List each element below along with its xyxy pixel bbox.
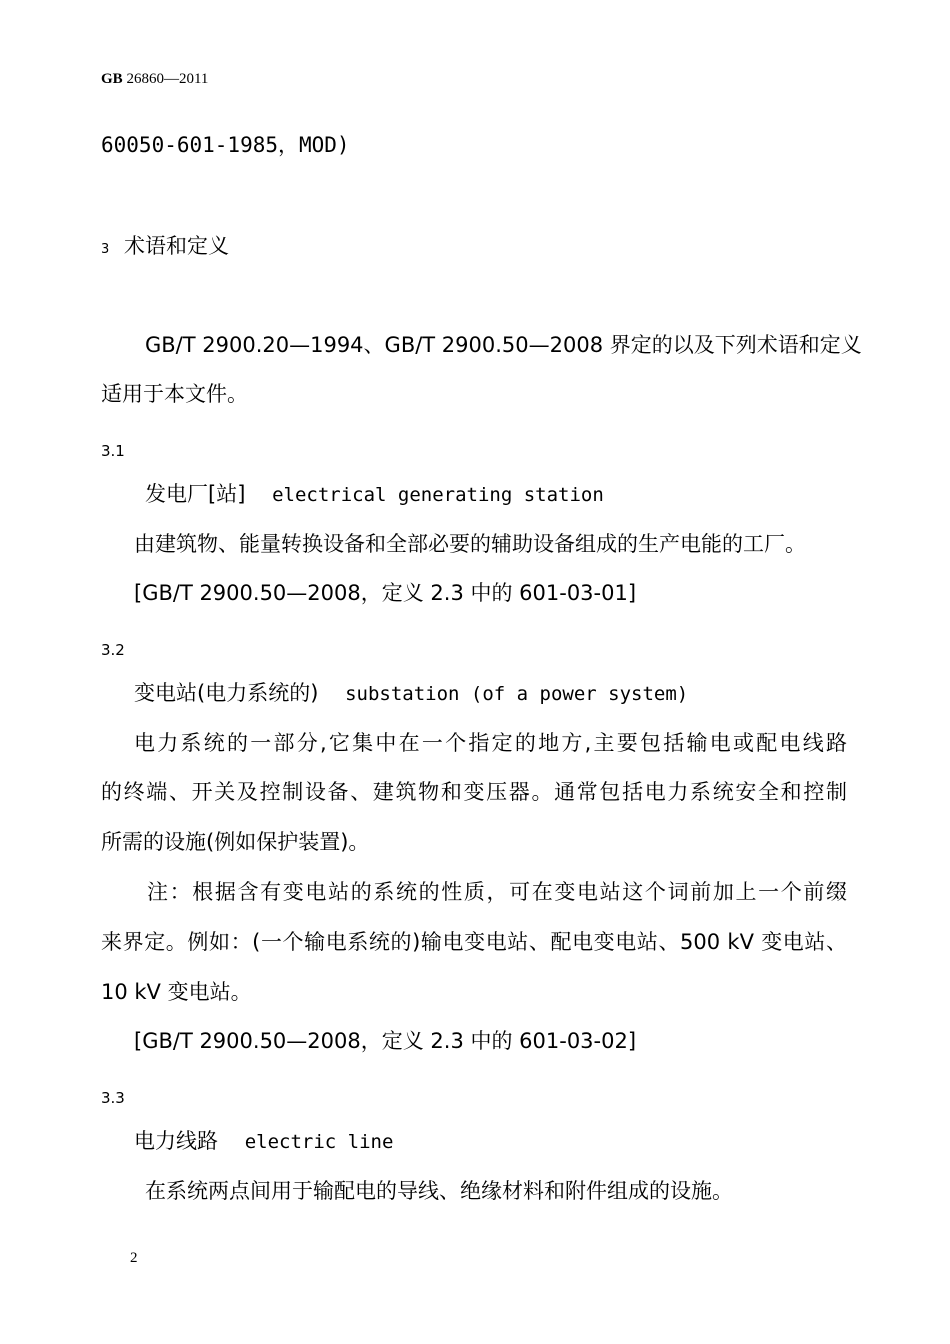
- term-3-3-definition: 在系统两点间用于输配电的导线、绝缘材料和附件组成的设施。: [145, 1179, 733, 1203]
- term-3-3-heading: [134, 1128, 393, 1155]
- section-title: 术语和定义: [123, 234, 229, 258]
- term-3-2-reference: [GB/T 2900.50—2008，定义 2.3 中的 601-03-02]: [134, 1029, 637, 1053]
- term-3-2-chinese: 变电站(电力系统的): [134, 681, 319, 705]
- page-number: 2: [130, 1250, 138, 1266]
- term-3-3-english: electric line: [244, 1131, 394, 1153]
- intro-paragraph-line-1: GB/T 2900.20—1994、GB/T 2900.50—2008 界定的以及下列术语和定义: [145, 333, 862, 357]
- term-3-1-heading: [145, 481, 604, 508]
- section-number: 3: [101, 242, 110, 257]
- term-3-1-reference: [GB/T 2900.50—2008，定义 2.3 中的 601-03-01]: [134, 581, 637, 605]
- standard-number: 26860—2011: [126, 71, 209, 87]
- intro-paragraph-line-2: 适用于本文件。: [101, 382, 248, 406]
- reference-tail: 60050-601-1985，MOD): [101, 133, 350, 157]
- term-3-2-note-line-1: 注：根据含有变电站的系统的性质，可在变电站这个词前加上一个前缀: [147, 880, 847, 904]
- term-number-3-2: 3.2: [101, 641, 125, 659]
- term-3-2-note-line-3: 10 kV 变电站。: [101, 980, 252, 1004]
- term-3-1-definition: 由建筑物、能量转换设备和全部必要的辅助设备组成的生产电能的工厂。: [134, 532, 806, 556]
- term-3-1-english: electrical generating station: [272, 484, 604, 506]
- standard-code: GB: [101, 71, 123, 87]
- term-3-2-definition-line-3: 所需的设施(例如保护装置)。: [101, 830, 370, 854]
- section-heading: [101, 233, 229, 263]
- term-3-2-english: substation (of a power system): [345, 683, 689, 705]
- term-number-3-1: 3.1: [101, 442, 125, 460]
- term-3-2-definition-line-1: 电力系统的一部分,它集中在一个指定的地方,主要包括输电或配电线路: [134, 731, 847, 755]
- term-number-3-3: 3.3: [101, 1089, 125, 1107]
- term-3-2-definition-line-2: 的终端、开关及控制设备、建筑物和变压器。通常包括电力系统安全和控制: [101, 780, 847, 804]
- term-3-1-chinese: 发电厂[站]: [145, 482, 246, 506]
- term-3-3-chinese: 电力线路: [134, 1129, 218, 1153]
- term-3-2-heading: [134, 680, 688, 707]
- term-3-2-note-line-2: 来界定。例如：(一个输电系统的)输电变电站、配电变电站、500 kV 变电站、: [101, 930, 847, 954]
- page-header: [101, 70, 208, 88]
